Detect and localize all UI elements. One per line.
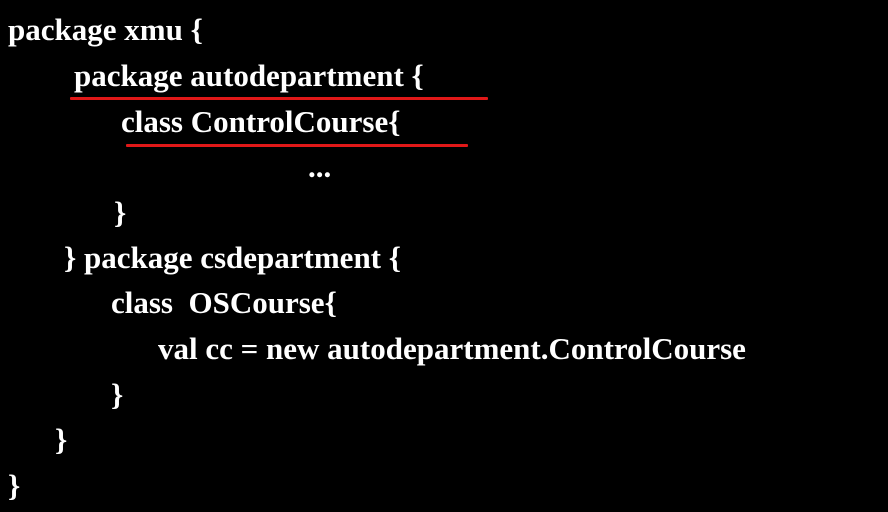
code-line-ellipsis: ... xyxy=(308,149,332,184)
code-line-package-xmu: package xmu { xyxy=(8,12,203,47)
code-line-class-oscourse: class OSCourse{ xyxy=(111,285,337,320)
code-line-val-cc: val cc = new autodepartment.ControlCourse xyxy=(158,331,746,366)
code-line-close-controlcourse: } xyxy=(114,195,127,230)
code-line-package-autodepartment: package autodepartment { xyxy=(74,58,424,93)
code-line-class-controlcourse: class ControlCourse{ xyxy=(121,104,401,139)
code-line-close-xmu: } xyxy=(8,468,21,503)
code-line-package-csdepartment: } package csdepartment { xyxy=(64,240,401,275)
highlight-underline-autodepartment xyxy=(70,97,488,100)
highlight-underline-controlcourse xyxy=(126,144,468,147)
code-line-close-csdepartment: } xyxy=(55,422,68,457)
code-line-close-oscourse: } xyxy=(111,377,124,412)
